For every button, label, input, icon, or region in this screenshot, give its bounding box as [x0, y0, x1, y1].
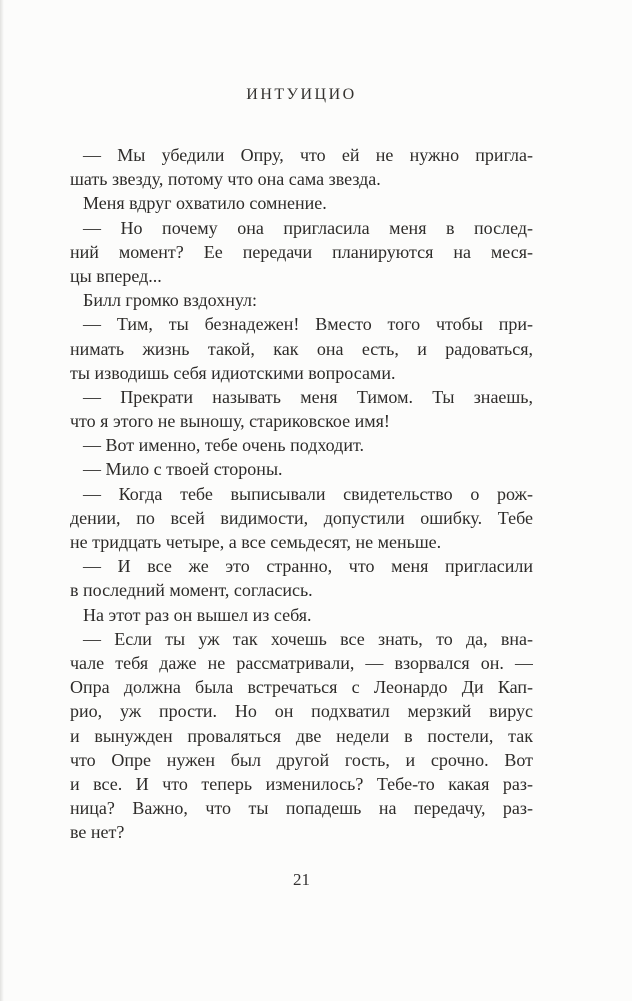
text-line: и вынужден проваляться две недели в постели, так: [70, 725, 533, 746]
text-line: что я этого не выношу, стариковское имя!: [70, 411, 390, 432]
text-line: и все. И что теперь изменилось? Тебе-то какая раз-: [70, 773, 533, 794]
text-line: в последний момент, согласись.: [70, 580, 313, 601]
running-header-title: ИНТУИЦИО: [246, 86, 357, 103]
text-line: — Мы убедили Опру, что ей не нужно пригла-: [83, 145, 533, 165]
text-line: — Мило с твоей стороны.: [83, 459, 283, 480]
text-line: нимать жизнь такой, как она есть, и радоваться,: [70, 338, 533, 359]
text-line: Меня вдруг охватило сомнение.: [83, 193, 327, 214]
text-line: — Когда тебе выписывали свидетельство о рож-: [83, 483, 533, 504]
text-line: ний момент? Ее передачи планируются на меся-: [70, 241, 533, 262]
text-line: — Прекрати называть меня Тимом. Ты знаешь,: [83, 386, 533, 407]
text-line: — И все же это странно, что меня пригласили: [83, 556, 533, 577]
text-line: цы вперед...: [70, 265, 162, 286]
text-line: Опра должна была встречаться с Леонардо Ди Кап-: [70, 677, 533, 698]
text-line: рио, уж прости. Но он подхватил мерзкий вирус: [70, 701, 533, 722]
page-number: 21: [293, 870, 310, 890]
text-line: чале тебя даже не рассматривали, — взорвался он. —: [70, 652, 533, 673]
text-line: ница? Важно, что ты попадешь на передачу, раз-: [70, 798, 533, 819]
text-column: [70, 0, 533, 890]
text-line: — Вот именно, тебе очень подходит.: [83, 435, 364, 456]
text-line: — Тим, ты безнадежен! Вместо того чтобы при-: [83, 314, 533, 335]
text-line: ве нет?: [70, 822, 125, 843]
text-line: — Если ты уж так хочешь все знать, то да, вна-: [83, 628, 533, 649]
text-line: шать звезду, потому что она сама звезда.: [70, 169, 381, 190]
body-text: [70, 143, 533, 844]
text-line: На этот раз он вышел из себя.: [83, 604, 312, 625]
text-line: ты изводишь себя идиотскими вопросами.: [70, 362, 396, 383]
paragraphs-container: [70, 143, 533, 844]
text-line: Билл громко вздохнул:: [83, 290, 258, 311]
text-line: — Но почему она пригласила меня в послед-: [83, 217, 533, 238]
text-line: не тридцать четыре, а все семьдесят, не меньше.: [70, 532, 442, 552]
text-line: дении, по всей видимости, допустили ошибку. Тебе: [70, 507, 533, 528]
text-line: что Опре нужен был другой гость, и срочно. Вот: [70, 749, 533, 770]
